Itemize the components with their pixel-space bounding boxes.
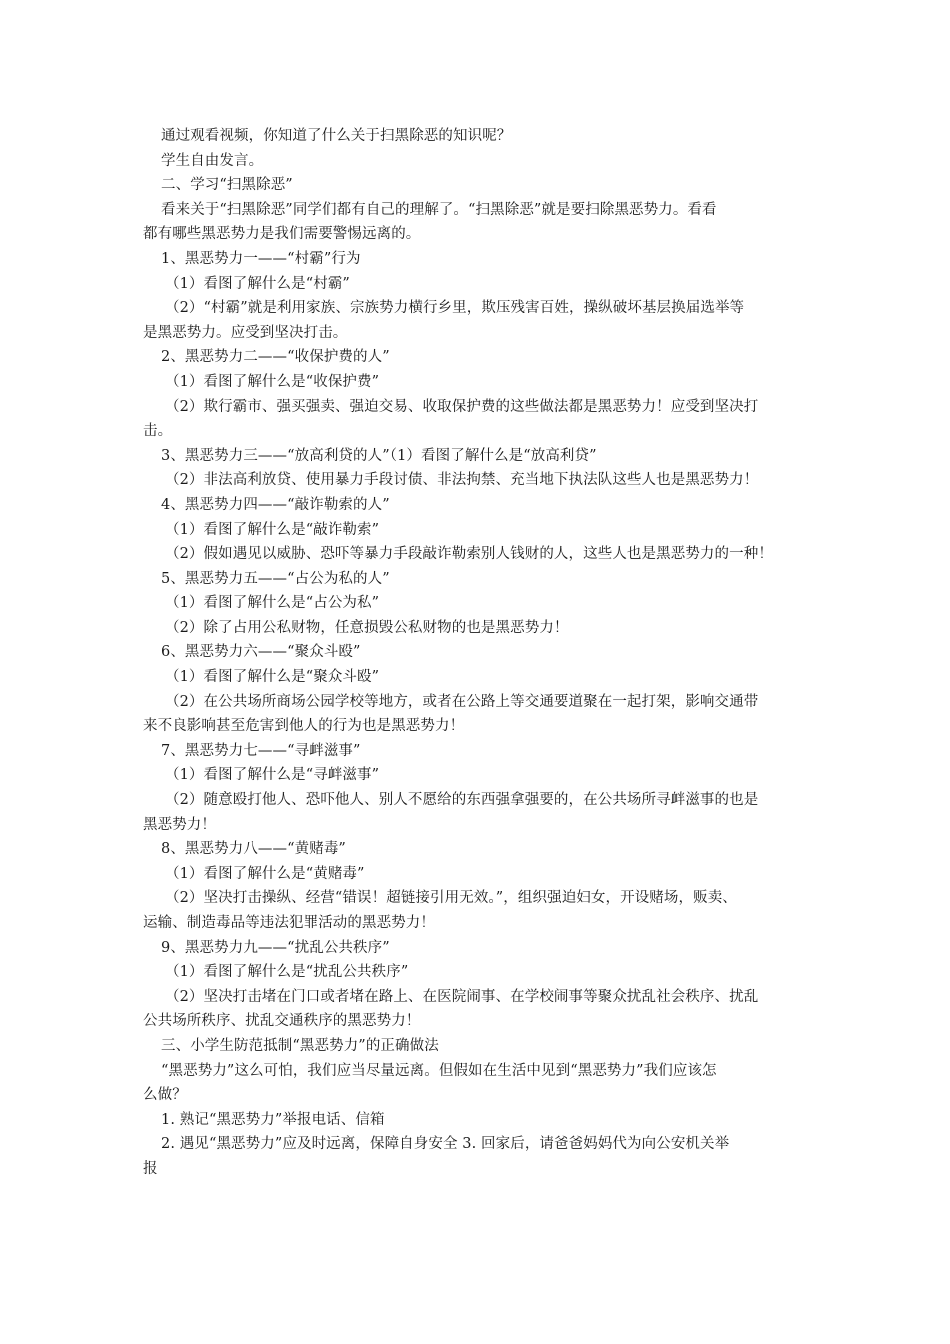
text-line: 通过观看视频，你知道了什么关于扫黑除恶的知识呢？ (161, 128, 512, 144)
text-line: 是黑恶势力。应受到坚决打击。 (143, 324, 348, 341)
text-line: （2）欺行霸市、强买强卖、强迫交易、收取保护费的这些做法都是黑恶势力！应受到坚决打 (165, 398, 759, 415)
text-line: 学生自由发言。 (161, 152, 264, 169)
text-line: 运输、制造毒品等违法犯罪活动的黑恶势力！ (143, 915, 435, 931)
text-line: 二、学习“扫黑除恶” (161, 177, 293, 194)
text-line: （1）看图了解什么是“村霸” (165, 275, 350, 292)
text-line: 1、黑恶势力一——“村霸”行为 (161, 250, 361, 267)
text-line: （2）“村霸”就是利用家族、宗族势力横行乡里，欺压残害百姓，操纵破坏基层换届选举等 (165, 300, 745, 317)
text-line: （2）非法高利放贷、使用暴力手段讨债、非法拘禁、充当地下执法队这些人也是黑恶势力！ (165, 472, 759, 489)
text-line: 击。 (143, 423, 173, 440)
text-line: 9、黑恶势力九——“扰乱公共秩序” (161, 939, 390, 956)
text-line: 都有哪些黑恶势力是我们需要警惕远离的。 (143, 226, 421, 243)
text-line: （2）坚决打击操纵、经营“错误！超链接引用无效。”，组织强迫妇女，开设赌场，贩卖、 (165, 890, 737, 907)
text-line: （2）坚决打击堵在门口或者堵在路上、在医院闹事、在学校闹事等聚众扰乱社会秩序、扰乱 (165, 988, 759, 1005)
text-line: （1）看图了解什么是“扰乱公共秩序” (165, 964, 409, 981)
text-line: 1. 熟记“黑恶势力”举报电话、信箱 (161, 1111, 385, 1128)
text-line: 公共场所秩序、扰乱交通秩序的黑恶势力！ (143, 1013, 421, 1030)
text-line: （2）随意殴打他人、恐吓他人、别人不愿给的东西强拿强要的，在公共场所寻衅滋事的也是 (165, 792, 759, 809)
text-line: （2）假如遇见以威胁、恐吓等暴力手段敲诈勒索别人钱财的人，这些人也是黑恶势力的一种！ (165, 546, 773, 563)
text-line: 看来关于“扫黑除恶”同学们都有自己的理解了。“扫黑除恶”就是要扫除黑恶势力。看看 (161, 201, 717, 218)
text-line: 报 (143, 1160, 158, 1177)
text-line: （1）看图了解什么是“寻衅滋事” (165, 767, 380, 784)
text-line: 黑恶势力！ (143, 816, 216, 833)
text-line: 5、黑恶势力五——“占公为私的人” (161, 570, 390, 587)
text-line: 来不良影响甚至危害到他人的行为也是黑恶势力！ (143, 718, 465, 735)
text-line: 4、黑恶势力四——“敲诈勒索的人” (161, 496, 390, 513)
text-line: （2）在公共场所商场公园学校等地方，或者在公路上等交通要道聚在一起打架，影响交通带 (165, 693, 759, 710)
text-line: 么做？ (143, 1087, 187, 1104)
text-line: 2. 遇见“黑恶势力”应及时远离，保障自身安全 3. 回家后，请爸爸妈妈代为向公安机关举 (161, 1136, 730, 1153)
text-line: （1）看图了解什么是“聚众斗殴” (165, 669, 380, 686)
document-body (143, 124, 815, 1182)
text-line: 2、黑恶势力二——“收保护费的人” (161, 349, 390, 366)
text-line: 三、小学生防范抵制“黑恶势力”的正确做法 (161, 1037, 439, 1054)
text-line: 6、黑恶势力六——“聚众斗殴” (161, 644, 361, 661)
text-line: （2）除了占用公私财物，任意损毁公私财物的也是黑恶势力！ (165, 619, 569, 636)
text-line: 3、黑恶势力三——“放高利贷的人”（1）看图了解什么是“放高利贷” (161, 447, 597, 464)
text-line: （1）看图了解什么是“占公为私” (165, 595, 380, 612)
text-line: 7、黑恶势力七——“寻衅滋事” (161, 742, 361, 759)
text-line: （1）看图了解什么是“敲诈勒索” (165, 521, 380, 538)
text-line: （1）看图了解什么是“黄赌毒” (165, 865, 365, 882)
text-line: 8、黑恶势力八——“黄赌毒” (161, 841, 346, 858)
text-line: （1）看图了解什么是“收保护费” (165, 373, 380, 390)
text-line: “黑恶势力”这么可怕，我们应当尽量远离。但假如在生活中见到“黑恶势力”我们应该怎 (161, 1062, 717, 1079)
